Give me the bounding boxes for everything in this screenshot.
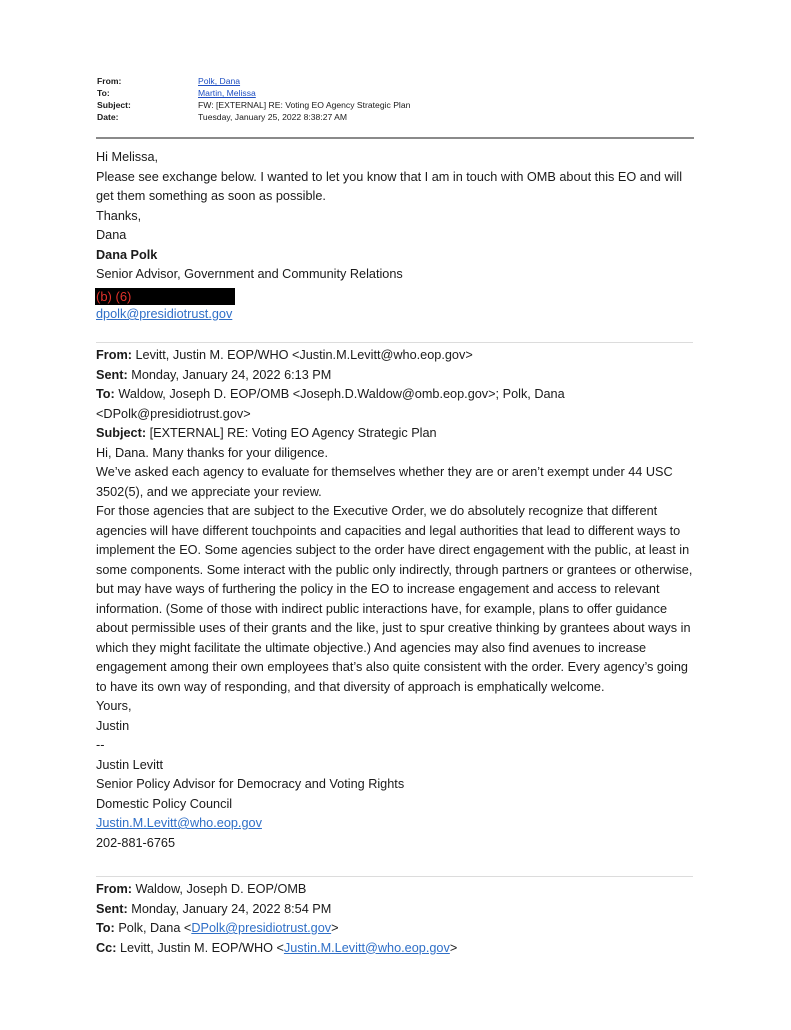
greeting: Hi, Dana. Many thanks for your diligence. (96, 445, 329, 460)
from-label: From: (97, 76, 122, 86)
to-suffix: > (331, 921, 339, 935)
from-link[interactable]: Polk, Dana (198, 76, 241, 86)
subject-label: Subject: (97, 100, 131, 110)
subject-value: FW: [EXTERNAL] RE: Voting EO Agency Strategic Plan (198, 100, 411, 110)
header-to-row (97, 87, 694, 99)
subject-label: Subject: (96, 426, 147, 440)
date-label: Date: (97, 112, 119, 122)
from-value: Levitt, Justin M. EOP/WHO <Justin.M.Levitt@who.eop.gov> (135, 348, 473, 362)
to-label: To: (96, 387, 115, 401)
to-line (96, 919, 696, 939)
message-2 (96, 346, 696, 853)
sent-line (96, 900, 696, 920)
signature-email-link[interactable]: dpolk@presidiotrust.gov (96, 307, 233, 321)
signature-phone: 202-881-6765 (96, 835, 176, 850)
header-date-row (97, 111, 694, 123)
signature-name: Dana Polk (96, 247, 158, 262)
closing: Thanks, (96, 208, 142, 223)
to-value: Waldow, Joseph D. EOP/OMB <Joseph.D.Waldow@omb.eop.gov>; Polk, Dana <DPolk@presidiotrust.gov> (96, 387, 565, 421)
subject-value: [EXTERNAL] RE: Voting EO Agency Strategic Plan (149, 426, 437, 440)
message-divider (96, 342, 693, 343)
greeting: Hi Melissa, (96, 150, 159, 164)
sent-label: Sent: (96, 901, 128, 916)
to-email-link[interactable]: DPolk@presidiotrust.gov (191, 921, 332, 935)
to-label: To: (96, 921, 115, 935)
signature-separator: -- (96, 738, 105, 752)
paragraph-1: We’ve asked each agency to evaluate for themselves whether they are or aren’t exempt under 44 USC 3502(5), and we appreciate your review. (96, 465, 673, 499)
signature-email-block (96, 305, 696, 325)
from-label: From: (96, 348, 132, 362)
signature-email-link[interactable]: Justin.M.Levitt@who.eop.gov (96, 816, 262, 830)
sent-label: Sent: (96, 367, 128, 382)
message-body: Please see exchange below. I wanted to let you know that I am in touch with OMB about this EO and will get them something as soon as possible. (96, 169, 683, 203)
sent-value: Monday, January 24, 2022 6:13 PM (131, 367, 332, 382)
signature-title: Senior Policy Advisor for Democracy and Voting Rights (96, 777, 405, 791)
closing: Yours, (96, 699, 132, 713)
date-value: Tuesday, January 25, 2022 8:38:27 AM (198, 112, 348, 122)
message-divider (96, 876, 693, 877)
cc-prefix: Levitt, Justin M. EOP/WHO < (119, 940, 284, 955)
header-from-row (97, 75, 694, 87)
signature-name: Justin Levitt (96, 757, 163, 772)
to-label: To: (97, 88, 110, 98)
signoff: Justin (96, 718, 130, 733)
header-divider (96, 137, 694, 139)
sent-line (96, 366, 696, 386)
signature-title: Senior Advisor, Government and Community Relations (96, 267, 403, 281)
header-subject-row (97, 99, 694, 111)
from-value: Waldow, Joseph D. EOP/OMB (135, 882, 307, 896)
to-line (96, 385, 696, 424)
from-line (96, 880, 696, 900)
to-prefix: Polk, Dana < (118, 921, 192, 935)
signoff: Dana (96, 228, 127, 242)
cc-line (96, 939, 696, 959)
cc-suffix: > (449, 940, 458, 955)
from-label: From: (96, 882, 132, 896)
paragraph-2: For those agencies that are subject to the Executive Order, we do absolutely recognize that different agencies will have different touchpoints and capacities and legal authorities that lead to different ways to implement the EO. Some agencies subject to the order have direct engagement with the public, at least in some components. Some interact with the public only indirectly, through partners or grantees or otherwise, but may have ways of furthering the policy in the EO to increase engagement and access to relevant information. (Some of those with indirect public interactions have, for example, plans to offer guidance about permissible uses of their grants and the like, just to spur creative thinking by grantees about ways in which they might facilitate the ultimate objective.) And agencies may also find avenues to increase engagement among their own employees that’s also quite consistent with the order. Every agency’s going to have its own way of responding, and that diversity of approach is emphatically welcome. (96, 504, 693, 694)
subject-line (96, 424, 696, 444)
message-3 (96, 880, 696, 958)
email-header (97, 75, 694, 123)
to-link[interactable]: Martin, Melissa (198, 88, 256, 98)
cc-email-link[interactable]: Justin.M.Levitt@who.eop.gov (283, 940, 450, 955)
from-line (96, 346, 696, 366)
signature-org: Domestic Policy Council (96, 796, 233, 811)
cc-label: Cc: (96, 940, 117, 955)
redaction-box: (b) (6) (95, 288, 235, 305)
sent-value: Monday, January 24, 2022 8:54 PM (131, 901, 332, 916)
message-1 (96, 148, 696, 285)
